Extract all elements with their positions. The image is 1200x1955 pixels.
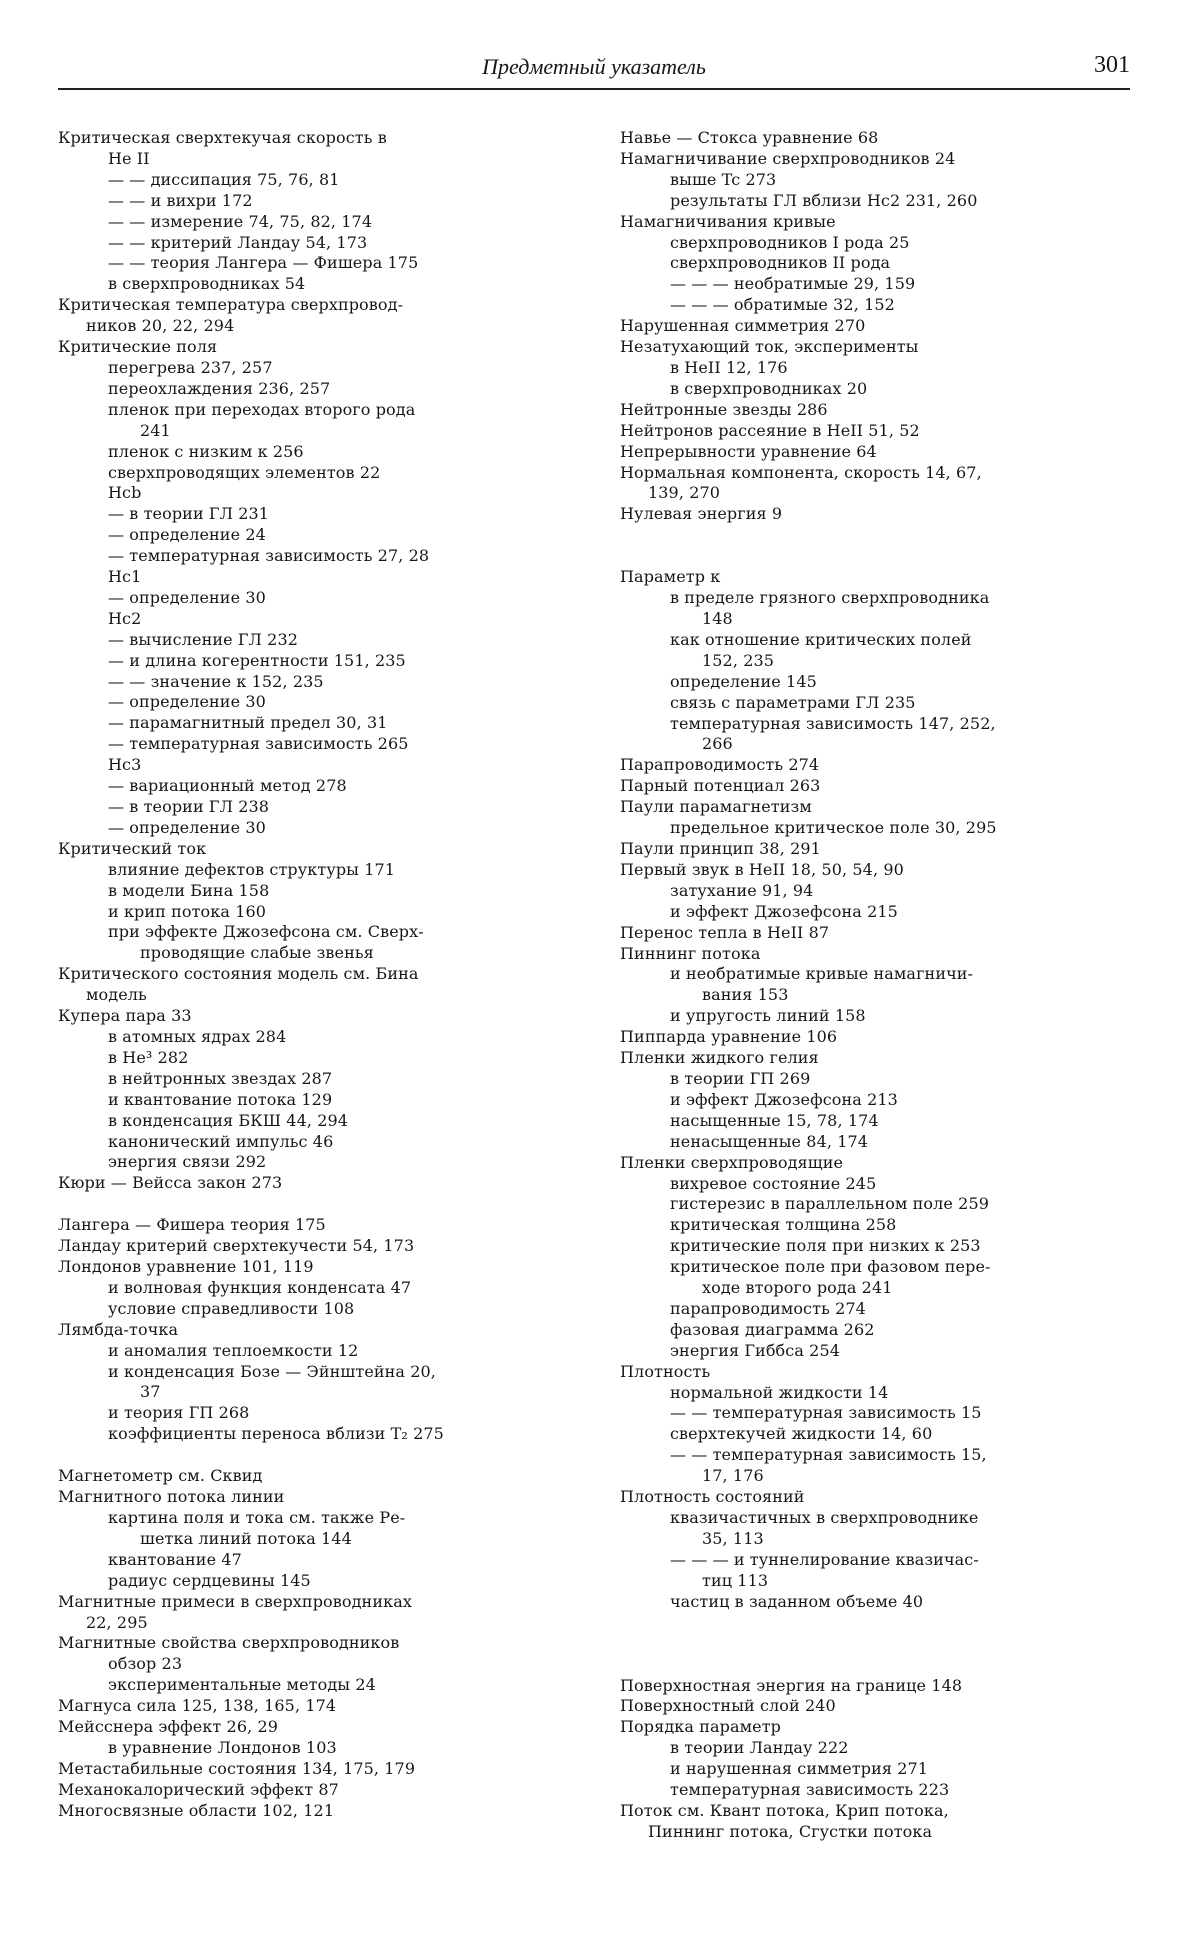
index-subentry: перегрева 237, 257 (108, 357, 273, 377)
index-column-right (620, 128, 1140, 1843)
index-entry: Кюри — Вейсса закон 273 (58, 1173, 283, 1193)
index-subentry: в конденсация БКШ 44, 294 (108, 1110, 349, 1130)
index-subentry: сверхпроводников II рода (670, 253, 891, 273)
index-subentry: — определение 30 (108, 692, 266, 712)
index-entry: Магнитного потока линии (58, 1487, 285, 1507)
index-subentry: ненасыщенные 84, 174 (670, 1131, 869, 1151)
index-subentry: в атомных ядрах 284 (108, 1026, 287, 1046)
index-entry-continuation: 148 (702, 609, 733, 629)
index-subentry: переохлаждения 236, 257 (108, 378, 331, 398)
index-subentry: температурная зависимость 147, 252, (670, 713, 996, 733)
index-subentry: радиус сердцевины 145 (108, 1570, 311, 1590)
index-subentry: — — температурная зависимость 15, (670, 1445, 987, 1465)
index-subentry: фазовая диаграмма 262 (670, 1319, 875, 1339)
index-entry: Механокалорический эффект 87 (58, 1779, 339, 1799)
index-entry-continuation: 22, 295 (86, 1612, 148, 1632)
index-subentry: и крип потока 160 (108, 901, 267, 921)
index-subentry: — в теории ГЛ 231 (108, 504, 270, 524)
index-subentry: канонический импульс 46 (108, 1131, 334, 1151)
index-subentry: критическая толщина 258 (670, 1215, 897, 1235)
index-entry: Параметр κ (620, 567, 721, 587)
index-entry-continuation: проводящие слабые звенья (140, 943, 374, 963)
index-entry: Купера пара 33 (58, 1006, 192, 1026)
index-subentry: — вариационный метод 278 (108, 776, 347, 796)
index-subentry: и эффект Джозефсона 213 (670, 1089, 898, 1109)
index-subentry: Hc1 (108, 567, 142, 587)
index-subentry: в HeII 12, 176 (670, 357, 788, 377)
index-subentry: и волновая функция конденсата 47 (108, 1277, 412, 1297)
index-subentry: картина поля и тока см. также Ре- (108, 1508, 406, 1527)
index-entry: Пиппарда уравнение 106 (620, 1027, 838, 1047)
index-subentry: Hc2 (108, 608, 142, 628)
index-subentry: сверхпроводников I рода 25 (670, 232, 910, 252)
section-gap (620, 1634, 1140, 1655)
index-entry: Магнитные примеси в сверхпроводниках (58, 1591, 412, 1611)
index-subentry: гистерезис в параллельном поле 259 (670, 1194, 990, 1214)
index-entry: Метастабильные состояния 134, 175, 179 (58, 1758, 416, 1778)
header-rule (58, 88, 1130, 90)
index-entry-continuation: 37 (140, 1382, 161, 1402)
index-entry: Нейтронные звезды 286 (620, 399, 828, 419)
index-subentry: энергия связи 292 (108, 1152, 267, 1172)
section-gap (620, 546, 1140, 567)
section-gap (620, 1655, 1140, 1676)
page-number: 301 (1094, 52, 1130, 78)
index-subentry: как отношение критических полей (670, 629, 972, 649)
index-subentry: — и длина когерентности 151, 235 (108, 650, 406, 670)
index-subentry: в пределе грязного сверхпроводника (670, 588, 990, 608)
index-subentry: — — измерение 74, 75, 82, 174 (108, 211, 373, 231)
index-entry: Намагничивания кривые (620, 211, 836, 231)
index-entry-continuation: вания 153 (702, 985, 789, 1005)
index-entry: Лондонов уравнение 101, 119 (58, 1257, 314, 1277)
index-entry: Порядка параметр (620, 1717, 781, 1737)
index-subentry: — температурная зависимость 265 (108, 734, 409, 754)
index-entry: Критическая температура сверхпровод- (58, 295, 404, 315)
index-subentry: в сверхпроводниках 20 (670, 378, 868, 398)
index-subentry: определение 145 (670, 671, 817, 691)
index-subentry: критические поля при низких κ 253 (670, 1236, 981, 1256)
index-subentry: квазичастичных в сверхпроводнике (670, 1508, 979, 1527)
index-subentry: частиц в заданном объеме 40 (670, 1591, 924, 1611)
index-subentry: нормальной жидкости 14 (670, 1382, 889, 1402)
index-subentry: предельное критическое поле 30, 295 (670, 818, 997, 838)
index-subentry: Hc3 (108, 755, 142, 775)
index-subentry: в теории ГП 269 (670, 1068, 811, 1088)
index-entry: Намагничивание сверхпроводников 24 (620, 148, 956, 168)
index-subentry: и упругость линий 158 (670, 1006, 866, 1026)
running-title: Предметный указатель (482, 54, 706, 79)
index-subentry: и конденсация Бозе — Эйнштейна 20, (108, 1361, 436, 1381)
index-entry: Плотность состояний (620, 1487, 805, 1507)
index-subentry: в теории Ландау 222 (670, 1738, 849, 1758)
index-subentry: — температурная зависимость 27, 28 (108, 546, 430, 566)
index-entry-continuation: 17, 176 (702, 1466, 764, 1486)
index-entry-continuation: 35, 113 (702, 1528, 764, 1548)
index-subentry: в модели Бина 158 (108, 880, 270, 900)
index-subentry: — — теория Лангера — Фишера 175 (108, 253, 419, 273)
index-entry-continuation: 266 (702, 734, 733, 754)
index-entry: Пленки сверхпроводящие (620, 1152, 844, 1172)
index-subentry: критическое поле при фазовом пере- (670, 1257, 991, 1277)
index-entry: Нормальная компонента, скорость 14, 67, (620, 462, 982, 482)
index-entry: Ландау критерий сверхтекучести 54, 173 (58, 1236, 415, 1256)
index-subentry: — — значение κ 152, 235 (108, 671, 324, 691)
index-entry: Лангера — Фишера теория 175 (58, 1215, 326, 1235)
index-subentry: — — диссипация 75, 76, 81 (108, 169, 340, 189)
index-entry-continuation: модель (86, 985, 147, 1005)
index-entry: Критические поля (58, 337, 218, 357)
index-entry: Магнуса сила 125, 138, 165, 174 (58, 1696, 337, 1716)
index-entry-continuation: ников 20, 22, 294 (86, 316, 235, 336)
index-subentry: влияние дефектов структуры 171 (108, 859, 396, 879)
index-subentry: — определение 30 (108, 817, 266, 837)
index-entry: Пиннинг потока (620, 943, 761, 963)
index-subentry: пленок с низким κ 256 (108, 441, 304, 461)
index-entry: Нулевая энергия 9 (620, 504, 783, 524)
index-entry: Плотность (620, 1361, 711, 1381)
index-entry: Незатухающий ток, эксперименты (620, 337, 919, 357)
index-subentry: — парамагнитный предел 30, 31 (108, 713, 388, 733)
index-subentry: — — — необратимые 29, 159 (670, 274, 916, 294)
index-subentry: парапроводимость 274 (670, 1298, 866, 1318)
index-subentry: вихревое состояние 245 (670, 1173, 877, 1193)
index-subentry: затухание 91, 94 (670, 880, 814, 900)
index-entry: Многосвязные области 102, 121 (58, 1800, 335, 1820)
index-entry: Пленки жидкого гелия (620, 1048, 819, 1068)
index-subentry: энергия Гиббса 254 (670, 1340, 841, 1360)
index-entry-continuation: He II (108, 148, 150, 168)
index-subentry: обзор 23 (108, 1654, 183, 1674)
index-subentry: квантование 47 (108, 1549, 242, 1569)
index-entry: Поверхностный слой 240 (620, 1696, 836, 1716)
index-subentry: и аномалия теплоемкости 12 (108, 1340, 359, 1360)
index-subentry: при эффекте Джозефсона см. Сверх- (108, 922, 424, 942)
index-subentry: — — температурная зависимость 15 (670, 1403, 982, 1423)
section-gap (620, 525, 1140, 546)
index-subentry: — в теории ГЛ 238 (108, 797, 270, 816)
section-gap (620, 1613, 1140, 1634)
index-subentry: в сверхпроводниках 54 (108, 274, 306, 294)
index-entry-continuation: тиц 113 (702, 1570, 769, 1590)
index-entry: Перенос тепла в HeII 87 (620, 922, 830, 942)
index-entry: Мейсснера эффект 26, 29 (58, 1717, 279, 1737)
index-entry: Нейтронов рассеяние в HeII 51, 52 (620, 420, 920, 440)
index-entry: Паули парамагнетизм (620, 797, 812, 817)
index-entry: Критическая сверхтекучая скорость в (58, 128, 387, 147)
index-subentry: и нарушенная симметрия 271 (670, 1759, 929, 1779)
index-entry-continuation: 241 (140, 420, 171, 440)
index-subentry: — вычисление ГЛ 232 (108, 629, 299, 649)
index-entry: Поверхностная энергия на границе 148 (620, 1675, 963, 1695)
index-subentry: пленок при переходах второго рода (108, 399, 416, 419)
index-subentry: — — — обратимые 32, 152 (670, 295, 895, 315)
index-subentry: насыщенные 15, 78, 174 (670, 1110, 879, 1130)
index-entry: Критического состояния модель см. Бина (58, 964, 419, 984)
index-subentry: условие справедливости 108 (108, 1298, 355, 1318)
index-subentry: сверхтекучей жидкости 14, 60 (670, 1424, 933, 1444)
index-entry: Навье — Стокса уравнение 68 (620, 128, 879, 147)
index-subentry: экспериментальные методы 24 (108, 1675, 376, 1695)
index-subentry: — — критерий Ландау 54, 173 (108, 232, 368, 252)
index-subentry: сверхпроводящих элементов 22 (108, 462, 381, 482)
index-entry-continuation: 139, 270 (648, 483, 721, 503)
section-gap (58, 1194, 578, 1215)
index-entry: Поток см. Квант потока, Крип потока, (620, 1800, 949, 1820)
index-entry-continuation: Пиннинг потока, Сгустки потока (648, 1821, 933, 1841)
index-subentry: и теория ГП 268 (108, 1403, 250, 1423)
index-subentry: и эффект Джозефсона 215 (670, 901, 898, 921)
page-header (58, 48, 1130, 86)
index-subentry: результаты ГЛ вблизи Hc2 231, 260 (670, 190, 978, 210)
index-subentry: — определение 24 (108, 525, 266, 545)
index-subentry: и необратимые кривые намагничи- (670, 964, 974, 984)
index-subentry: в нейтронных звездах 287 (108, 1068, 333, 1088)
index-subentry: Hcb (108, 483, 142, 503)
index-subentry: — — и вихри 172 (108, 190, 253, 210)
index-entry: Первый звук в HeII 18, 50, 54, 90 (620, 859, 904, 879)
index-subentry: в He³ 282 (108, 1047, 189, 1067)
index-subentry: связь с параметрами ГЛ 235 (670, 692, 916, 712)
index-subentry: коэффициенты переноса вблизи T₂ 275 (108, 1424, 444, 1444)
index-entry: Парный потенциал 263 (620, 776, 821, 796)
index-entry: Непрерывности уравнение 64 (620, 441, 877, 461)
index-subentry: выше Tc 273 (670, 169, 777, 189)
index-subentry: в уравнение Лондонов 103 (108, 1737, 337, 1757)
index-subentry: температурная зависимость 223 (670, 1780, 950, 1800)
index-subentry: — определение 30 (108, 587, 266, 607)
section-gap (58, 1445, 578, 1466)
index-entry: Магнетометр см. Сквид (58, 1466, 263, 1486)
index-entry: Лямбда-точка (58, 1319, 179, 1339)
index-entry: Критический ток (58, 838, 207, 858)
index-entry: Магнитные свойства сверхпроводников (58, 1633, 400, 1653)
index-column-left (58, 128, 578, 1822)
index-subentry: — — — и туннелирование квазичас- (670, 1549, 979, 1569)
index-entry: Парапроводимость 274 (620, 755, 820, 775)
index-entry-continuation: шетка линий потока 144 (140, 1528, 352, 1548)
index-entry: Нарушенная симметрия 270 (620, 316, 866, 336)
index-entry-continuation: 152, 235 (702, 650, 775, 670)
index-entry-continuation: ходе второго рода 241 (702, 1278, 893, 1298)
index-entry: Паули принцип 38, 291 (620, 839, 821, 858)
index-subentry: и квантование потока 129 (108, 1089, 333, 1109)
